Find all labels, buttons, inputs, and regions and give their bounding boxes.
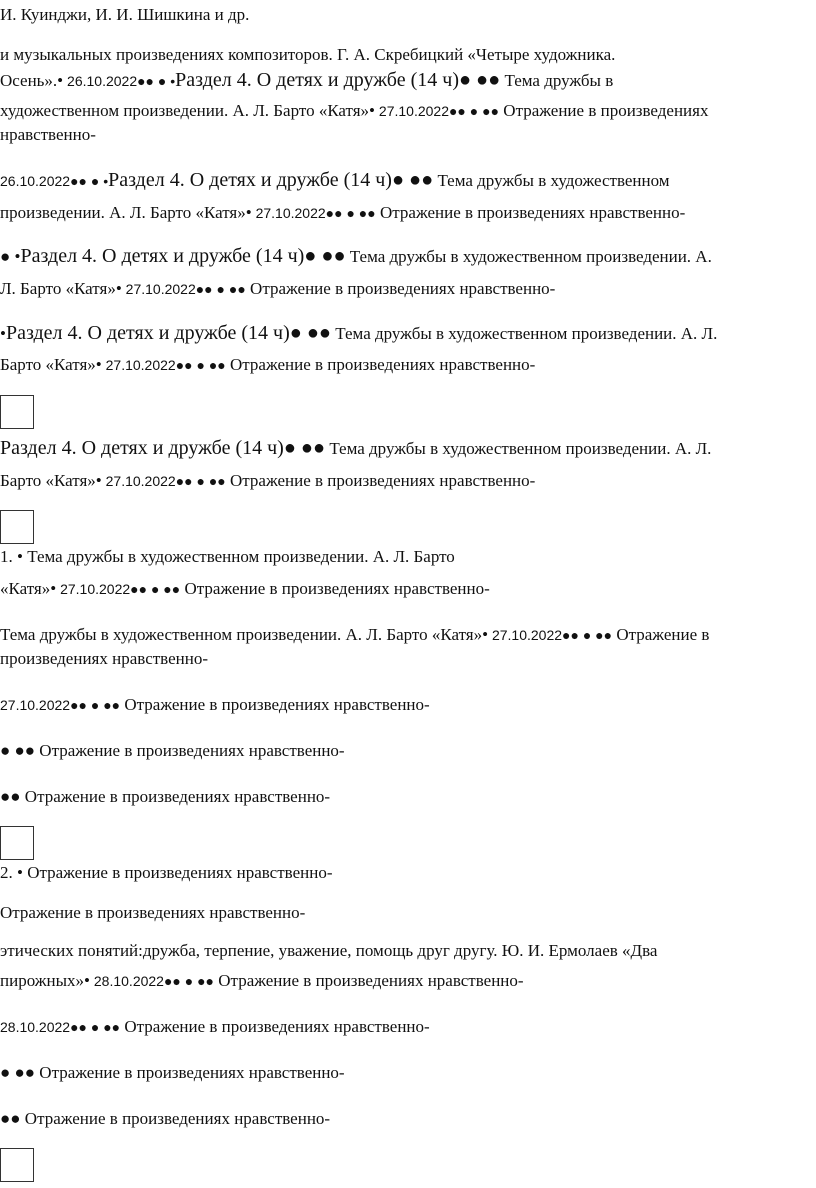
date-marker: 27.10.2022●● ● ●● [375,103,500,119]
line-text: Отражение в произведениях нравственно- [214,971,524,990]
line-text: ●● Отражение в произведениях нравственно- [0,787,331,806]
text-line [0,356,535,373]
line-text: Отражение в произведениях нравственно- [225,355,536,374]
text-line [0,438,711,458]
text-line [0,246,712,266]
line-text: произведении. А. Л. Барто «Катя»• [0,203,252,222]
line-text: Отражение в произведениях нравственно- [245,279,556,298]
line-text: Отражение в произведениях нравственно- [375,203,686,222]
text-line [0,1110,330,1127]
line-text: «Катя»• [0,579,57,598]
line-text: Барто «Катя»• [0,355,102,374]
section-heading: Раздел 4. О детях и дружбе (14 ч)● ●● [20,245,346,267]
date-marker: 26.10.2022●● ● • [0,173,109,189]
line-text: Барто «Катя»• [0,471,102,490]
text-line [0,70,613,90]
image-placeholder-box [0,510,34,544]
section-heading: Раздел 4. О детях и дружбе (14 ч)● ●● [5,322,332,344]
line-text: Отражение в произведениях нравственно- [180,579,490,598]
text-line [0,204,685,221]
text-line [0,788,330,805]
date-marker: 28.10.2022●● ● ●● [0,1019,121,1035]
text-line [0,46,615,63]
line-text: Тема дружбы в художественном произведении. А. Л. [325,439,712,458]
line-text: Тема дружбы в художественном [433,171,670,190]
line-text: 2. • Отражение в произведениях нравственно- [0,863,333,882]
text-line [0,972,524,989]
text-line [0,580,490,597]
date-marker: 28.10.2022●● ● ●● [90,973,215,989]
text-line [0,126,96,143]
image-placeholder-box [0,395,34,429]
line-text: Тема дружбы в художественном произведении. А. [345,247,712,266]
date-marker: 27.10.2022●● ● ●● [56,581,181,597]
image-placeholder-box [0,1148,34,1182]
date-marker: 26.10.2022●● ● • [63,73,176,89]
date-marker: 27.10.2022●● ● ●● [101,473,226,489]
line-text: и музыкальных произведениях композиторов. Г. А. Скребицкий «Четыре художника. [0,45,616,64]
section-heading: Раздел 4. О детях и дружбе (14 ч)● ●● [0,437,326,459]
line-text: ●● Отражение в произведениях нравственно- [0,1109,331,1128]
text-line [0,1018,430,1035]
list-item [0,548,455,565]
text-line [0,1064,345,1081]
line-text: Тема дружбы в художественном произведении. А. Л. Барто «Катя»• [0,625,489,644]
line-text: Л. Барто «Катя»• [0,279,122,298]
date-marker: 27.10.2022●● ● ●● [0,697,121,713]
date-marker: 27.10.2022●● ● ●● [101,357,226,373]
date-marker: 27.10.2022●● ● ●● [121,281,246,297]
text-line [0,170,670,190]
line-text: нравственно- [0,125,96,144]
section-heading: Раздел 4. О детях и дружбе (14 ч)● ●● [108,169,434,191]
text-line [0,696,430,713]
text-line [0,742,345,759]
line-text: 1. • Тема дружбы в художественном произведении. А. Л. Барто [0,547,455,566]
line-text: этических понятий:дружба, терпение, уважение, помощь друг другу. Ю. И. Ермолаев «Два [0,941,658,960]
list-item [0,864,333,881]
text-line [0,280,555,297]
date-marker: 27.10.2022●● ● ●● [488,627,613,643]
line-text: Осень».• [0,71,64,90]
line-text: Отражение в произведениях [499,101,709,120]
line-text: ● • [0,247,21,266]
text-line [0,942,657,959]
image-placeholder-box [0,826,34,860]
line-text: Тема дружбы в [500,71,614,90]
text-line [0,102,708,119]
line-text: пирожных»• [0,971,90,990]
text-line [0,904,305,921]
text-line [0,323,717,343]
line-text: Отражение в произведениях нравственно- [120,695,430,714]
line-text: произведениях нравственно- [0,649,208,668]
text-line [0,6,249,23]
line-text: • [0,324,6,343]
line-text: ● ●● Отражение в произведениях нравственно- [0,1063,345,1082]
line-text: Отражение в произведениях нравственно- [120,1017,430,1036]
line-text: Отражение в [612,625,710,644]
line-text: художественном произведении. А. Л. Барто «Катя»• [0,101,376,120]
section-heading: Раздел 4. О детях и дружбе (14 ч)● ●● [175,69,501,91]
line-text: И. Куинджи, И. И. Шишкина и др. [0,5,250,24]
line-text: ● ●● Отражение в произведениях нравственно- [0,741,345,760]
line-text: Отражение в произведениях нравственно- [225,471,536,490]
date-marker: 27.10.2022●● ● ●● [251,205,376,221]
text-line [0,650,208,667]
text-line [0,472,535,489]
line-text: Тема дружбы в художественном произведении. А. Л. [331,324,718,343]
text-line [0,626,709,643]
line-text: Отражение в произведениях нравственно- [0,903,306,922]
